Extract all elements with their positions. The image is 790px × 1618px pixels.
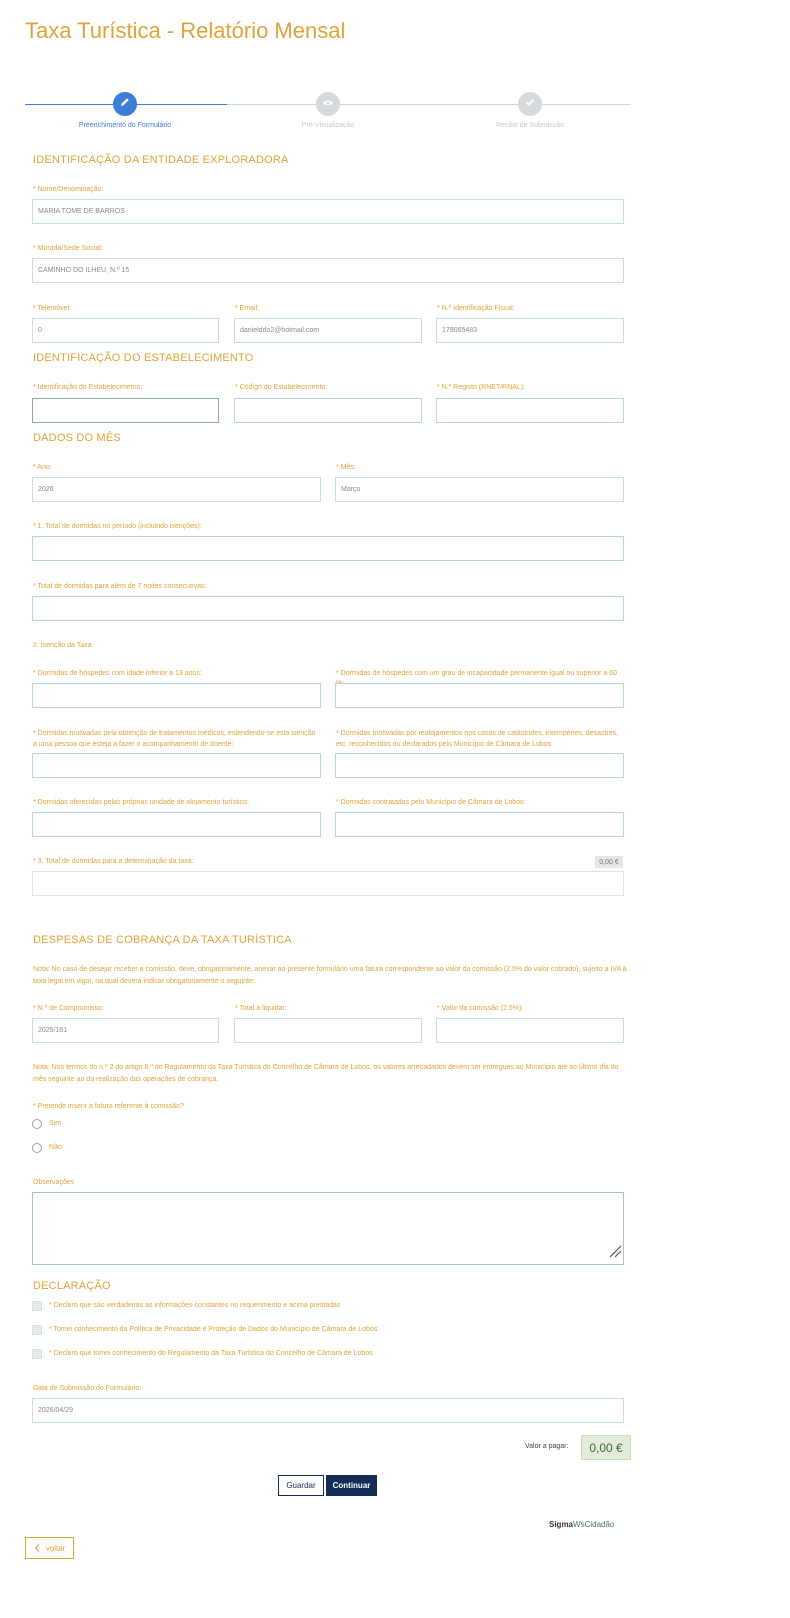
taxa-field[interactable]	[32, 871, 624, 896]
registo-label: * N.º Registo (RNET/RNAL):	[437, 384, 526, 391]
total-liquidar-label: * Total a liquidar:	[235, 1005, 287, 1012]
step-1-label[interactable]: Preenchimento do Formulário	[78, 122, 172, 129]
comissao-field[interactable]	[436, 1018, 624, 1043]
total-liquidar-field[interactable]	[234, 1018, 422, 1043]
sete-noites-field[interactable]	[32, 596, 624, 621]
estabelecimento-id-field[interactable]	[32, 398, 219, 423]
compromisso-label: * N.º de Compromisso:	[33, 1005, 105, 1012]
telemovel-field[interactable]: 0	[32, 318, 219, 343]
nif-label: * N.º Identificação Fiscal:	[437, 305, 515, 312]
sete-noites-label: * Total de dormidas para além de 7 noites consecutivas:	[33, 583, 207, 590]
check-icon	[524, 95, 536, 113]
data-submissao-label: Data de Submissão do Formulário:	[33, 1385, 142, 1392]
declaracao-checkbox-3[interactable]	[32, 1349, 42, 1359]
step-3-label[interactable]: Recibo de Submissão	[495, 122, 565, 129]
radio-nao[interactable]	[32, 1143, 42, 1153]
continuar-button[interactable]: Continuar	[326, 1475, 377, 1496]
contratadas-field[interactable]	[335, 812, 624, 837]
comissao-label: * Valor da comissão (2.5%):	[437, 1005, 524, 1012]
declaracao-checkbox-1[interactable]	[32, 1301, 42, 1311]
declaracao-checkbox-2[interactable]	[32, 1325, 42, 1335]
email-label: * Email:	[235, 305, 260, 312]
observacoes-textarea[interactable]	[32, 1192, 624, 1265]
contratadas-label: * Dormidas contratadas pelo Município de Câmara de Lobos:	[336, 799, 526, 806]
step-2-indicator[interactable]	[316, 92, 340, 116]
ano-field[interactable]: 2026	[32, 477, 321, 502]
nota-comissao: Nota: No caso de desejar receber a comissão, deve, obrigatoriamente, anexar ao presente formulário uma fatura correspondente ao valor da comissão (2.5% do valor cobrado), sujeito a IVA à taxa legal em vigor, na qual deverá indicar obrigatoriamente o seguinte:	[33, 966, 627, 985]
eye-icon	[322, 95, 334, 113]
medicos-label: * Dormidas motivadas pela obtenção de tratamentos médicos, estendendo-se esta isenção a uma pessoa que esteja a fazer o acompanhamento de doente:	[33, 730, 316, 748]
registo-field[interactable]	[436, 398, 624, 423]
guardar-button[interactable]: Guardar	[278, 1475, 324, 1496]
radio-sim-label[interactable]: Sim	[49, 1120, 62, 1127]
total-dormidas-field[interactable]	[32, 536, 624, 561]
chevron-left-icon	[34, 1539, 40, 1557]
morada-label: * Morada/Sede Social:	[33, 245, 103, 252]
fatura-question: * Pretende inserir a fatura referente à comissão?	[33, 1103, 184, 1110]
brand-sigma: Sigma	[549, 1520, 574, 1529]
section-despesas-title: DESPESAS DE COBRANÇA DA TAXA TURÍSTICA	[33, 934, 292, 946]
incapacidade-label: * Dormidas de hóspedes com um grau de incapacidade permanente igual ou superior a 60	[336, 670, 617, 677]
nif-field[interactable]: 179065483	[436, 318, 624, 343]
oferecidas-field[interactable]	[32, 812, 321, 837]
menores-field[interactable]	[32, 683, 321, 708]
codigo-field[interactable]	[234, 398, 422, 423]
step-2-label[interactable]: Pré-Visualização	[301, 122, 355, 129]
menores-label: * Dormidas de hóspedes com idade inferior a 13 anos:	[33, 670, 202, 677]
codigo-label: * Código do Estabelecimento:	[235, 384, 328, 391]
nome-field[interactable]: MARIA TOME DE BARROS	[32, 199, 624, 224]
step-1-indicator[interactable]	[113, 92, 137, 116]
ano-label: * Ano:	[33, 464, 52, 471]
oferecidas-label: * Dormidas oferecidas pelas próprias unidade de alojamento turístico:	[33, 799, 249, 806]
brand-logo	[549, 1520, 614, 1529]
incapacidade-field[interactable]	[335, 683, 624, 708]
section-estabelecimento-title: IDENTIFICAÇÃO DO ESTABELECIMENTO	[33, 352, 254, 364]
estabelecimento-id-label: * Identificação do Estabelecimetno:	[33, 384, 143, 391]
step-3-indicator[interactable]	[518, 92, 542, 116]
pencil-icon	[119, 95, 131, 113]
valor-pagar-label: Valor a pagar:	[525, 1443, 569, 1450]
brand-wscidadao: WsCidadão	[573, 1520, 615, 1529]
morada-field[interactable]: CAMINHO DO ILHEU, N.º 15	[32, 258, 624, 283]
section-entidade-title: IDENTIFICAÇÃO DA ENTIDADE EXPLORADORA	[33, 154, 289, 166]
taxa-label: * 3. Total de dormidas para a determinação da taxa:	[33, 858, 194, 865]
declaracao-label-1: * Declaro que são verdadeiras as informações constantes no requerimento e acima prestadas	[49, 1302, 341, 1309]
valor-pagar-badge: 0,00 €	[581, 1435, 631, 1460]
page-title: Taxa Turística - Relatório Mensal	[25, 18, 346, 43]
stepper	[25, 92, 631, 132]
declaracao-label-3: * Declaro que tomei conhecimento do Regulamento da Taxa Turística do Concelho de Câmara de Lobos	[49, 1350, 373, 1357]
email-field[interactable]: danielddo2@hotmail.com	[234, 318, 422, 343]
isencao-label: 2. Isenção da Taxa	[33, 642, 92, 649]
medicos-field[interactable]	[32, 753, 321, 778]
mes-label: * Mês:	[336, 464, 356, 471]
mes-field[interactable]: Março	[335, 477, 624, 502]
total-dormidas-label: * 1. Total de dormidas no período (incluindo isenções):	[33, 523, 202, 530]
radio-nao-label[interactable]: Não	[49, 1144, 62, 1151]
telemovel-label: * Telemóvel:	[33, 305, 72, 312]
realojamento-label: * Dormidas motivadas por realojamentos nos casos de catástrofes, intempéries, desastres, etc. reconhecidos ou declarados pelo Município de Câmara de Lobos:	[336, 730, 619, 748]
stepper-line-inactive	[227, 104, 631, 105]
section-declaracao-title: DECLARAÇÃO	[33, 1280, 111, 1292]
realojamento-field[interactable]	[335, 753, 624, 778]
nome-label: * Nome/Denominação:	[33, 186, 104, 193]
resize-handle-icon[interactable]	[608, 1244, 622, 1263]
declaracao-label-2: * Tomei conhecimento da Política de Privacidade e Proteção de Dados do Município de Câmara de Lobos	[49, 1326, 378, 1333]
radio-sim[interactable]	[32, 1119, 42, 1129]
nota-regulamento: Nota: Nos termos do n.º 2 do artigo 8.º do Regulamento da Taxa Turística do Concelho de Câmara de Lobos, os valores arrecadados devem ser entregues ao Município até ao último dia do mês seguinte ao da realização das operações de cobrança.	[33, 1064, 619, 1083]
voltar-button[interactable]	[25, 1537, 74, 1559]
compromisso-field[interactable]: 2025/161	[32, 1018, 219, 1043]
taxa-badge: 0,00 €	[595, 856, 623, 868]
section-mes-title: DADOS DO MÊS	[33, 432, 121, 444]
voltar-label: voltar	[45, 1543, 66, 1553]
observacoes-label: Observações	[33, 1179, 75, 1186]
data-submissao-field[interactable]: 2026/04/29	[32, 1398, 624, 1423]
